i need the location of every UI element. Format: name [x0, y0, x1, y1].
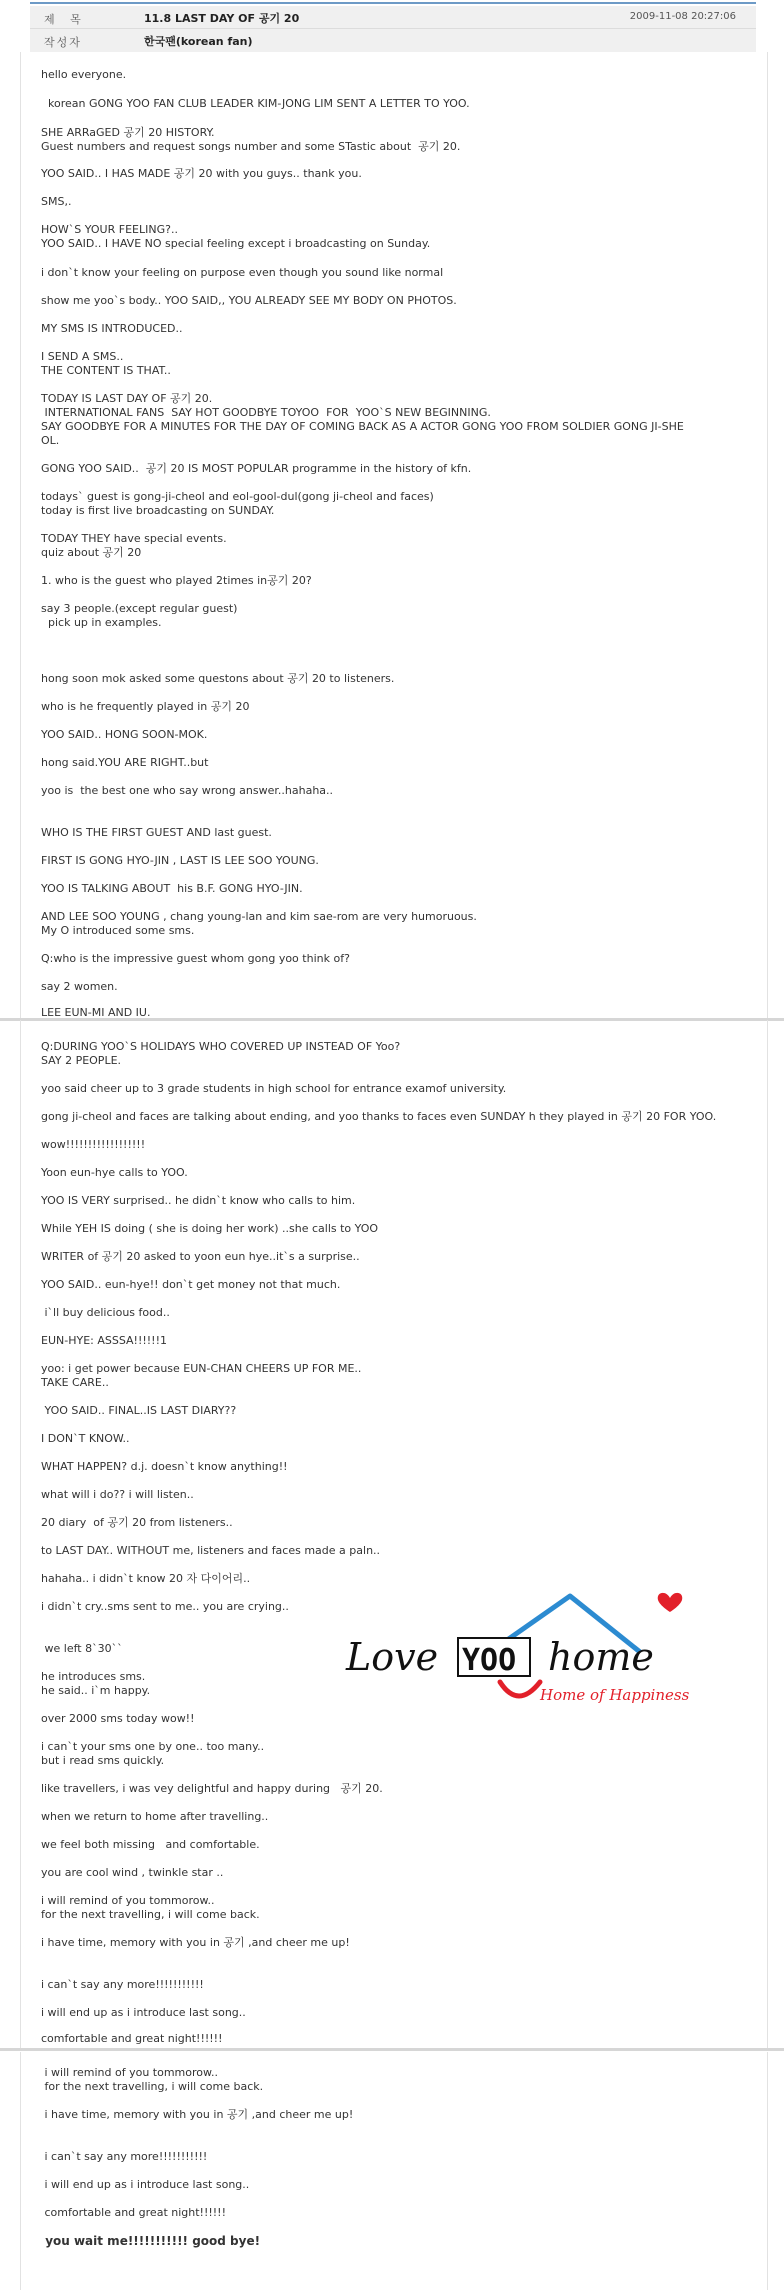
body-line: TODAY IS LAST DAY OF 공기 20. — [41, 392, 213, 405]
body-line: EUN-HYE: ASSSA!!!!!!1 — [41, 1334, 168, 1347]
body-line: i will end up as i introduce last song.. — [41, 2178, 250, 2191]
body-line: AND LEE SOO YOUNG , chang young-lan and kim sae-rom are very humoruous. — [41, 910, 477, 923]
body-line: TAKE CARE.. — [41, 1376, 109, 1389]
body-line: I DON`T KNOW.. — [41, 1432, 130, 1445]
body-line: WRITER of 공기 20 asked to yoon eun hye..it`s a surprise.. — [41, 1250, 360, 1263]
body-line: Guest numbers and request songs number and some STastic about 공기 20. — [41, 140, 461, 153]
body-line: THE CONTENT IS THAT.. — [41, 364, 171, 377]
body-line: SHE ARRaGED 공기 20 HISTORY. — [41, 126, 215, 139]
body-line: show me yoo`s body.. YOO SAID,, YOU ALREADY SEE MY BODY ON PHOTOS. — [41, 294, 457, 307]
title-label: 제 목 — [44, 13, 87, 26]
body-line: gong ji-cheol and faces are talking about ending, and yoo thanks to faces even SUNDAY h they played in 공기 20 FOR YOO. — [41, 1110, 717, 1123]
body-line: but i read sms quickly. — [41, 1754, 165, 1767]
body-line: wow!!!!!!!!!!!!!!!!!! — [41, 1138, 146, 1151]
logo-graphic — [340, 1590, 700, 1720]
body-line: I SEND A SMS.. — [41, 350, 124, 363]
body-line: LEE EUN-MI AND IU. — [41, 1006, 151, 1019]
body-line: hahaha.. i didn`t know 20 자 다이어리.. — [41, 1572, 251, 1585]
body-line: to LAST DAY.. WITHOUT me, listeners and faces made a paln.. — [41, 1544, 381, 1557]
body-line: todays` guest is gong-ji-cheol and eol-gool-dul(gong ji-cheol and faces) — [41, 490, 434, 503]
logo-word-love: Love — [346, 1635, 439, 1679]
body-line: say 2 women. — [41, 980, 118, 993]
body-line: While YEH IS doing ( she is doing her work) ..she calls to YOO — [41, 1222, 379, 1235]
body-line: what will i do?? i will listen.. — [41, 1488, 194, 1501]
body-line: for the next travelling, i will come back. — [41, 2080, 264, 2093]
body-line: HOW`S YOUR FEELING?.. — [41, 223, 178, 236]
body-line: Q:DURING YOO`S HOLIDAYS WHO COVERED UP INSTEAD OF Yoo? — [41, 1040, 401, 1053]
author-row — [30, 29, 756, 51]
body-line: i will remind of you tommorow.. — [41, 1894, 215, 1907]
body-line: yoo is the best one who say wrong answer..hahaha.. — [41, 784, 334, 797]
body-line: 20 diary of 공기 20 from listeners.. — [41, 1516, 233, 1529]
body-line: like travellers, i was vey delightful and happy during 공기 20. — [41, 1782, 383, 1795]
body-line: korean GONG YOO FAN CLUB LEADER KIM-JONG LIM SENT A LETTER TO YOO. — [41, 97, 470, 110]
body-line: YOO SAID.. I HAVE NO special feeling except i broadcasting on Sunday. — [41, 237, 431, 250]
body-line: WHO IS THE FIRST GUEST AND last guest. — [41, 826, 272, 839]
body-line: i have time, memory with you in 공기 ,and cheer me up! — [41, 2108, 354, 2121]
body-line: i didn`t cry..sms sent to me.. you are crying.. — [41, 1600, 289, 1613]
body-line: you are cool wind , twinkle star .. — [41, 1866, 224, 1879]
post-date: 2009-11-08 20:27:06 — [629, 11, 736, 22]
body-line: SAY 2 PEOPLE. — [41, 1054, 122, 1067]
body-line: he introduces sms. — [41, 1670, 146, 1683]
post-title: 11.8 LAST DAY OF 공기 20 — [144, 12, 300, 25]
author-label: 작성자 — [44, 36, 82, 49]
body-line: WHAT HAPPEN? d.j. doesn`t know anything!! — [41, 1460, 288, 1473]
logo-tagline: Home of Happiness — [540, 1686, 690, 1704]
body-line: i`ll buy delicious food.. — [41, 1306, 170, 1319]
body-line: when we return to home after travelling.. — [41, 1810, 269, 1823]
body-line: SMS,. — [41, 195, 72, 208]
body-line: over 2000 sms today wow!! — [41, 1712, 195, 1725]
body-line: FIRST IS GONG HYO-JIN , LAST IS LEE SOO YOUNG. — [41, 854, 319, 867]
body-line: we feel both missing and comfortable. — [41, 1838, 260, 1851]
body-line: pick up in examples. — [41, 616, 162, 629]
smile-icon — [500, 1682, 540, 1696]
body-line: for the next travelling, i will come back. — [41, 1908, 260, 1921]
body-line: TODAY THEY have special events. — [41, 532, 227, 545]
body-line: hello everyone. — [41, 68, 127, 81]
body-line: My O introduced some sms. — [41, 924, 195, 937]
logo-word-home: home — [548, 1635, 654, 1679]
logo-word-yoo: YOO — [462, 1643, 517, 1678]
body-line: i can`t say any more!!!!!!!!!!! — [41, 2150, 208, 2163]
body-line: who is he frequently played in 공기 20 — [41, 700, 250, 713]
love-yoo-home-logo — [340, 1590, 700, 1720]
body-line: YOO SAID.. FINAL..IS LAST DIARY?? — [41, 1404, 237, 1417]
body-line: today is first live broadcasting on SUNDAY. — [41, 504, 275, 517]
body-line: hong said.YOU ARE RIGHT..but — [41, 756, 209, 769]
body-line: YOO SAID.. eun-hye!! don`t get money not that much. — [41, 1278, 341, 1291]
body-line: YOO SAID.. I HAS MADE 공기 20 with you guys.. thank you. — [41, 167, 362, 180]
body-line: i can`t say any more!!!!!!!!!!! — [41, 1978, 204, 1991]
goodbye-line: you wait me!!!!!!!!!!! good bye! — [41, 2234, 261, 2248]
body-line: say 3 people.(except regular guest) — [41, 602, 238, 615]
body-line: he said.. i`m happy. — [41, 1684, 151, 1697]
body-line: comfortable and great night!!!!!! — [41, 2206, 226, 2219]
heart-icon — [658, 1593, 683, 1612]
body-line: comfortable and great night!!!!!! — [41, 2032, 223, 2045]
body-line: YOO SAID.. HONG SOON-MOK. — [41, 728, 208, 741]
post-header — [30, 6, 756, 52]
body-line: Yoon eun-hye calls to YOO. — [41, 1166, 188, 1179]
body-line: we left 8`30`` — [41, 1642, 123, 1655]
body-line: OL. — [41, 434, 60, 447]
body-line: i can`t your sms one by one.. too many.. — [41, 1740, 265, 1753]
body-line: yoo said cheer up to 3 grade students in high school for entrance examof university. — [41, 1082, 507, 1095]
body-line: MY SMS IS INTRODUCED.. — [41, 322, 183, 335]
body-line: i don`t know your feeling on purpose even though you sound like normal — [41, 266, 444, 279]
body-line: hong soon mok asked some questons about 공기 20 to listeners. — [41, 672, 395, 685]
body-line: YOO IS VERY surprised.. he didn`t know who calls to him. — [41, 1194, 356, 1207]
body-line: yoo: i get power because EUN-CHAN CHEERS UP FOR ME.. — [41, 1362, 362, 1375]
body-line: GONG YOO SAID.. 공기 20 IS MOST POPULAR programme in the history of kfn. — [41, 462, 472, 475]
body-line: Q:who is the impressive guest whom gong yoo think of? — [41, 952, 350, 965]
body-line: i have time, memory with you in 공기 ,and cheer me up! — [41, 1936, 350, 1949]
panel-separator-2 — [0, 2048, 784, 2051]
body-line: INTERNATIONAL FANS SAY HOT GOODBYE TOYOO FOR YOO`S NEW BEGINNING. — [41, 406, 491, 419]
post-author: 한국팬(korean fan) — [144, 35, 253, 48]
body-line: SAY GOODBYE FOR A MINUTES FOR THE DAY OF COMING BACK AS A ACTOR GONG YOO FROM SOLDIER GONG JI-SHE — [41, 420, 684, 433]
body-line: i will remind of you tommorow.. — [41, 2066, 218, 2079]
body-line: quiz about 공기 20 — [41, 546, 142, 559]
header-top-rule — [30, 2, 756, 4]
body-line: i will end up as i introduce last song.. — [41, 2006, 246, 2019]
body-line: YOO IS TALKING ABOUT his B.F. GONG HYO-JIN. — [41, 882, 303, 895]
body-line: 1. who is the guest who played 2times in공기 20? — [41, 574, 312, 587]
title-row — [30, 6, 756, 29]
